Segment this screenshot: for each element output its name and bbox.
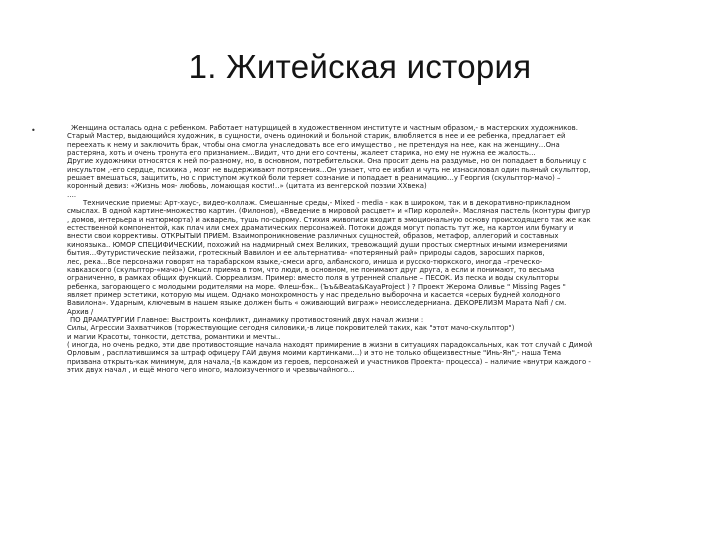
body-text-line: Женщина осталась одна с ребенком. Работает натурщицей в художественном институте и частным образом,- в мастерских художников.	[71, 124, 578, 132]
body-text-line: бытия…Футуристические пейзажи, гротескный Вавилон и ее альтернатива- «потерянный рай» природы садов, заросших парков,	[67, 249, 545, 258]
body-text-line: кавказского (скульптор-«мачо») Смысл приема в том, что люди, в основном, не понимают друг друга, а если и понимают, то весьма	[67, 265, 555, 274]
body-text-line: ….	[67, 190, 77, 199]
body-text-line: ограниченно, в рамках общих функций. Сюрреализм. Пример: вместо поля в утренней спальне – ПЕСОК. Из песка и воды скульпторы	[67, 274, 559, 283]
bullet-marker: •	[31, 126, 36, 135]
body-text-line: внести свои коррективы. ОТКРЫТЫЙ ПРИЕМ. Взаимопроникновение различных сущностей, образов, метафор, аллегорий и составных	[67, 232, 559, 241]
body-text-line: коронный девиз: «Жизнь моя- любовь, ломающая кости!..» (цитата из венгерской поэзии ХХвека)	[67, 182, 427, 191]
body-text-line: и магии Красоты, тонкости, детства, романтики и мечты..	[67, 332, 281, 341]
body-text-line: инсультом ,-его сердце, психика , мозг не выдерживают потрясения…Он узнает, что ее избил и чуть не изнасиловал один пьяный скульптор,	[67, 165, 591, 174]
body-text-line: решает вмешаться, защитить, но с приступом жуткой боли теряет сознание и попадает в реанимацию…у Георгия (скульптор-мачо) –	[67, 174, 561, 183]
body-text-line: Старый Мастер, выдающийся художник, в сущности, очень одинокий и больной старик, влюбляется в нее и ее ребенка, предлагает ей	[67, 132, 566, 141]
body-text-line: лес, река…Все персонажи говорят на тарабарском языке,-смеси арго, албанского, иниша и русско-тюркского, иногда –греческо-	[67, 257, 543, 266]
body-text-line: ( иногда, но очень редко, эти две противостоящие начала находят примирение в жизни в ситуациях парадоксальных, как тот случай с Димой	[67, 340, 593, 349]
body-text-line: ребенка, загорающего с молодыми родителями на море. Флеш-бэк.. (Ъъ&Beata&KayaProject ) ? Проект Жерома Оливье " Missing Pages "	[67, 282, 566, 291]
body-text-line: переехать к нему и заключить брак, чтобы она смогла унаследовать все его имущество , не претендуя на нее, как на женщину…Она	[67, 140, 560, 149]
body-text-line: ПО ДРАМАТУРГИИ Главное: Выстроить конфликт, динамику противостояний двух начал жизни :	[70, 315, 424, 324]
body-text-line: Технические приемы: Арт-хаус-, видео-коллаж. Смешанные среды,- Mixed - media - как в широком, так и в декоративно-прикладном	[83, 199, 571, 208]
body-text-line: Силы, Агрессии Захватчиков (торжествующие сегодня силовики,-в лице покровителей таких, как "этот мачо-скульптор")	[67, 324, 515, 333]
body-text-line: смыслах. В одной картине-множество картин. (Филонов), «Введение в мировой расцвет» и «Пир королей». Масляная пастель (контуры фигур	[67, 207, 591, 216]
body-text-line: киноязыка.. ЮМОР СПЕЦИФИЧЕСКИЙ, похожий на надмирный смех Великих, тревожащий души простых смертных иными измерениями	[67, 240, 568, 249]
body-text-line: , домов, интерьера и натюрморта) и акварель, тушь по-сырому. Стихия живописи входит в эмоциональную основу происходящего так же как	[67, 215, 591, 224]
body-text-line: Архив /	[67, 307, 94, 316]
body-text-line: Вавилона». Ударным, ключевым в нашем языке должен быть « оживающий виграж» неоисследерниана. ДЕКОРЕЛИЗМ Марата Nafi / см.	[67, 299, 567, 308]
slide-title: 1. Житейская история	[188, 48, 532, 85]
body-text-line: призвана открыть-как минимум, для начала,-(в каждом из героев, персонажей и участников Проекта- процесса) – наличие «внутри каждого -	[67, 357, 591, 366]
body-text-line: естественной компонентой, как плач или смех драматических персонажей. Потоки дождя могут попасть тут же, на картон или бумагу и	[67, 224, 574, 233]
slide-body-text	[67, 124, 695, 374]
body-text-line: Другие художники относятся к ней по-разному, но, в основном, потребительски. Она просит день на раздумье, но он попадает в больницу с	[67, 157, 587, 166]
body-text-line: Орловым , расплатившимся за штраф офицеру ГАИ двумя моими картинками…) и это не только общеизвестные "Инь-Ян",- наша Тема	[67, 349, 562, 358]
body-text-line: растеряна, хоть и очень тронута его признанием…Видит, что дни его сочтены, жалеет старика, но ему не нужна ее жалость…	[67, 149, 536, 158]
body-text-line: являет пример эстетики, которую мы ищем. Однако монохромность у нас предельно выборочна и касается «серых будней холодного	[67, 290, 561, 299]
body-text-line: этих двух начал , и ещё много чего иного, малоизученного и чрезвычайного…	[67, 365, 355, 374]
